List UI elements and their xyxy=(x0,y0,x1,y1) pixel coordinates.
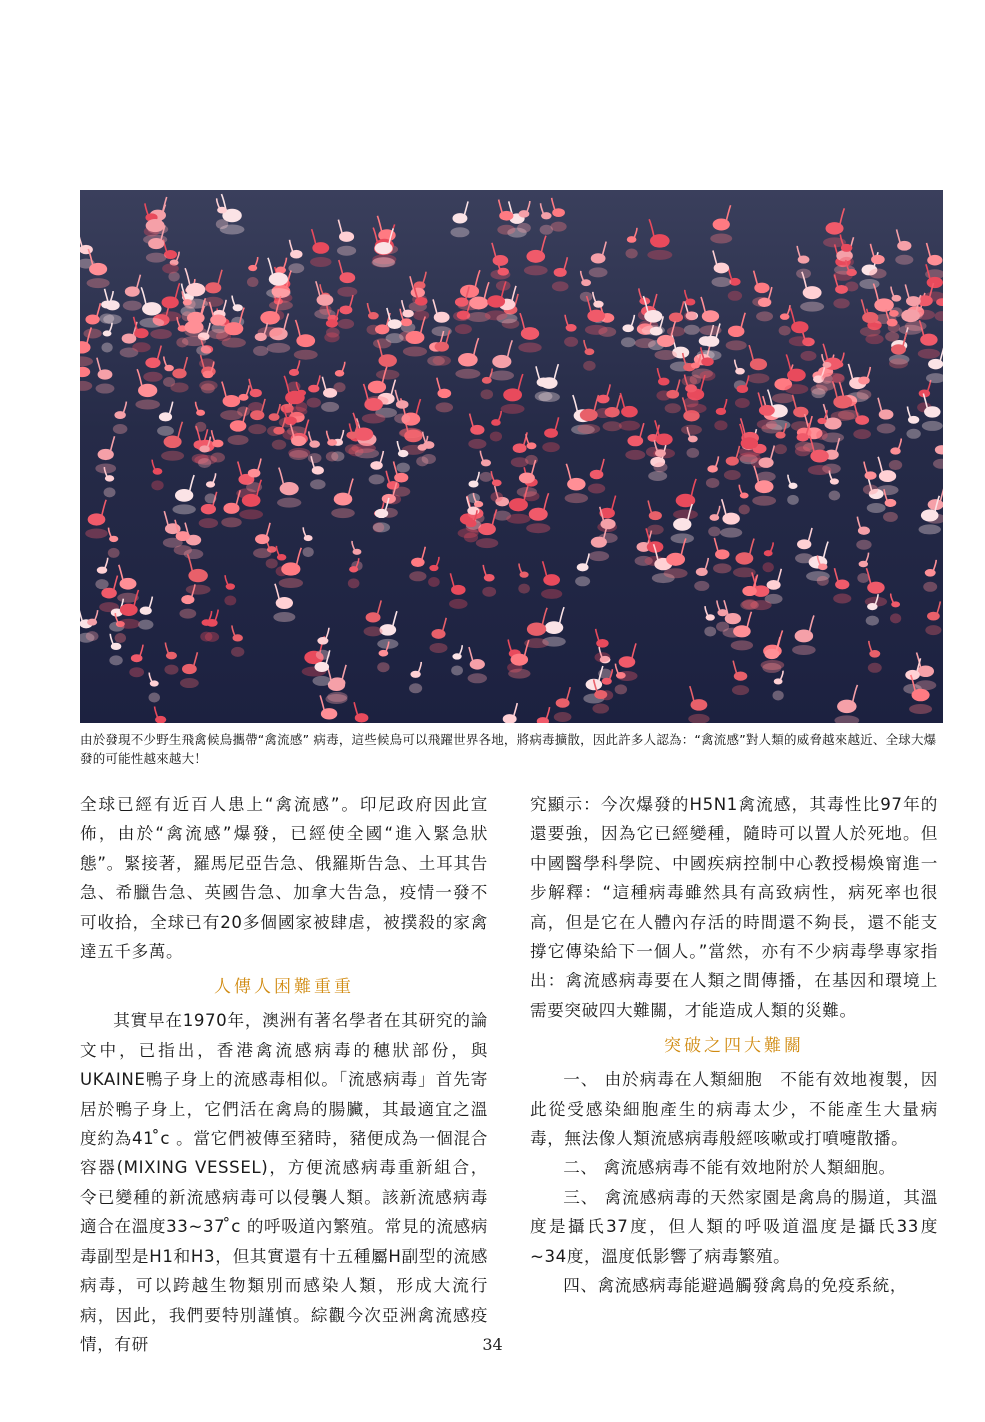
flamingo-shape xyxy=(787,475,799,505)
flamingo-shape xyxy=(429,618,447,653)
flamingo-shape xyxy=(450,201,469,237)
flamingo-shape xyxy=(673,479,698,520)
flamingo-shape xyxy=(170,357,188,392)
flamingo-shape xyxy=(829,470,840,500)
flamingo-shape xyxy=(186,554,211,594)
flamingo-shape xyxy=(890,594,901,624)
section-heading-human-transmission: 人傳人困難重重 xyxy=(214,977,354,998)
flamingo-shape xyxy=(139,287,164,327)
flamingo-shape xyxy=(714,399,727,430)
flamingo-shape xyxy=(863,462,878,495)
flamingo-shape xyxy=(713,538,731,573)
flamingo-shape xyxy=(903,658,922,694)
flamingo-shape xyxy=(728,269,742,301)
flamingo-shape xyxy=(710,205,732,243)
flamingo-shape xyxy=(735,375,750,408)
flamingo-shape xyxy=(157,402,174,436)
flamingo-shape xyxy=(877,398,896,434)
flamingo-shape xyxy=(789,308,811,346)
flamingo-shape xyxy=(889,438,902,470)
flamingo-shape xyxy=(490,340,514,380)
flamingo-shape xyxy=(154,707,168,723)
flamingo-shape xyxy=(647,219,672,260)
flamingo-shape xyxy=(699,297,721,335)
flamingo-shape xyxy=(180,652,199,688)
flamingo-shape xyxy=(922,393,943,430)
flamingo-shape xyxy=(706,456,719,488)
flamingo-shape xyxy=(588,459,605,494)
flamingo-shape xyxy=(524,236,548,276)
flamingo-shape xyxy=(667,301,685,336)
flamingo-shape xyxy=(482,565,496,597)
flamingo-shape xyxy=(823,208,846,247)
flamingo-shape xyxy=(704,606,716,636)
flamingo-shape xyxy=(205,473,217,503)
flamingo-shape xyxy=(327,665,347,702)
flamingo-shape xyxy=(485,281,508,320)
flamingo-shape xyxy=(647,500,664,534)
paragraph: 究顯示：今次爆發的H5N1禽流感，其毒性比97年的還要強，因為它已經變種，隨時可以置人於死地。但中國醫學科學院、中國疾病控制中心教授楊煥甯進一步解釋：“這種病毒雖然具有高致病性，病死率也很高，但是它在人體內存活的時間還不夠長，還不能支撐它傳染給下一個人。”當然，亦有不少病毒學專家指出：禽流感病毒要在人類之間傳播，在基因和環境上需要突破四大難關，才能造成人類的災難。 xyxy=(530,795,938,1020)
flamingo-shape xyxy=(762,637,781,673)
flamingo-shape xyxy=(915,653,936,691)
flamingo-shape xyxy=(763,542,774,572)
flamingo-shape xyxy=(625,228,637,259)
flamingo-shape xyxy=(288,240,304,273)
flamingo-shape xyxy=(792,615,816,655)
flamingo-shape xyxy=(501,703,519,723)
flamingo-shape xyxy=(491,471,503,502)
flamingo-shape xyxy=(331,479,355,519)
flamingo-shape xyxy=(164,643,178,675)
flamingo-shape xyxy=(303,527,314,557)
flamingo-shape xyxy=(595,629,611,662)
flamingo-shape xyxy=(619,393,640,431)
flamingo-shape xyxy=(174,520,192,555)
flamingo-shape xyxy=(664,538,688,578)
flamingo-shape xyxy=(564,315,578,347)
flamingo-shape xyxy=(338,295,354,329)
flamingo-shape xyxy=(449,573,468,609)
flamingo-shape xyxy=(732,661,749,696)
flamingo-shape xyxy=(800,272,824,312)
flamingo-shape xyxy=(308,431,322,463)
flamingo-shape xyxy=(575,553,590,586)
flamingo-shape xyxy=(101,323,112,353)
paragraph: 其實早在1970年，澳洲有著名學者在其研究的論文中，已指出，香港禽流感病毒的穗狀部份，與UKAINE鴨子身上的流感毒相似。「流感病毒」首先寄居於鴨子身上，它們活在禽鳥的腸臟，其最適宜之溫度約為41 ̊c 。當它們被傳至豬時，豬便成為一個混合容器(MIXING VESSEL)，方便流感病毒重新組合，令已變種的新流感病毒可以侵襲人類。該新流感病毒適合在溫度33~37 ̊c 的呼吸道內繁殖。常見的流感病毒副型是H1和H3，但其實還有十五種屬H副型的流感病毒，可以跨越生物類別而感染人類，形成大流行病，因此，我們要特別謹慎。綜觀今次亞洲禽流感疫情，有研 xyxy=(80,1011,488,1354)
flamingo-shape xyxy=(409,662,422,693)
flamingo-shape xyxy=(550,198,566,232)
flamingo-shape xyxy=(337,220,356,256)
flamingo-shape xyxy=(895,229,913,264)
flamingo-shape xyxy=(833,568,851,603)
flamingo-shape xyxy=(333,362,345,393)
flamingo-shape xyxy=(540,203,553,235)
flamingo-flock-image xyxy=(80,190,943,723)
flamingo-shape xyxy=(856,517,871,550)
flamingo-shape xyxy=(288,360,301,391)
flamingo-shape xyxy=(538,364,560,402)
flamingo-shape xyxy=(748,345,770,383)
flamingo-shape xyxy=(294,320,318,360)
flamingo-shape xyxy=(231,625,244,656)
flamingo-shape xyxy=(869,244,886,279)
list-item: 二、 禽流感病毒不能有效地附於人類細胞。 xyxy=(563,1158,896,1178)
flamingo-shape xyxy=(321,377,339,412)
paragraph: 全球已經有近百人患上“禽流感”。印尼政府因此宣佈，由於“禽流感”爆發，已經使全國“進入緊急狀態”。緊接著，羅馬尼亞告急、俄羅斯告急、土耳其告急、希臘告急、英國告急、加拿大告急，疫情一發不可收拾，全球已有20多個國家被肆虐，被撲殺的家禽達五千多萬。 xyxy=(80,795,488,962)
flamingo-shape xyxy=(83,303,101,338)
flamingo-shape xyxy=(726,313,747,351)
flamingo-shape xyxy=(923,560,937,592)
section-heading-four-barriers: 突破之四大難關 xyxy=(664,1036,804,1057)
flamingo-shape xyxy=(490,243,510,280)
flamingo-shape xyxy=(853,404,871,439)
flamingo-shape xyxy=(108,528,120,558)
flamingo-shape xyxy=(733,539,756,578)
flamingo-shape xyxy=(96,358,115,394)
flamingo-shape xyxy=(455,338,480,379)
flamingo-shape xyxy=(436,378,453,413)
flamingo-shape xyxy=(353,702,370,723)
list-item: 三、 禽流感病毒的天然家園是禽鳥的腸道，其溫度是攝氏37度，但人類的呼吸道溫度是攝氏33度~34度，溫度低影響了病毒繁殖。 xyxy=(530,1187,938,1266)
flamingo-shape xyxy=(508,640,530,679)
photo-caption: 由於發現不少野生飛禽候鳥攜帶“禽流感” 病毒，這些候鳥可以飛躍世界各地，將病毒擴散，因此許多人認為：“禽流感”對人類的威脅越來越近、全球大爆發的可能性越來越大！ xyxy=(80,732,937,766)
flamingo-shape xyxy=(589,242,608,278)
flamingo-shape xyxy=(95,436,116,473)
flamingo-shape xyxy=(208,302,229,339)
flamingo-shape xyxy=(796,246,811,279)
flamingo-shape xyxy=(642,296,665,335)
flamingo-shape xyxy=(925,601,941,635)
flamingo-shape xyxy=(621,315,635,347)
flamingo-shape xyxy=(479,451,492,482)
flamingo-shape xyxy=(87,249,110,288)
flamingo-shape xyxy=(277,468,301,508)
flamingo-shape xyxy=(554,687,572,722)
flamingo-shape xyxy=(565,464,588,503)
flamingo-shape xyxy=(247,257,259,287)
page-number: 34 xyxy=(482,1335,503,1354)
flamingo-shape xyxy=(113,402,128,434)
flamingo-shape xyxy=(253,323,268,356)
flamingo-shape xyxy=(518,313,541,352)
flamingo-shape xyxy=(314,281,335,319)
flamingo-shape xyxy=(85,500,108,539)
flamingo-shape xyxy=(773,671,784,701)
flamingo-shape xyxy=(337,260,357,297)
flamingo-shape xyxy=(779,305,791,336)
flamingo-shape xyxy=(326,431,339,462)
flamingo-shape xyxy=(221,490,241,527)
flamingo-shape xyxy=(857,553,869,583)
flamingo-shape xyxy=(739,485,750,515)
flamingo-shape xyxy=(918,320,940,358)
flamingo-shape xyxy=(95,558,108,589)
flamingo-shape xyxy=(906,406,920,438)
list-item: 四、禽流感病毒能避過觸發禽鳥的免疫系統， xyxy=(563,1276,908,1296)
flamingo-shape xyxy=(159,283,181,321)
flamingo-shape xyxy=(724,446,741,480)
flamingo-shape xyxy=(541,561,562,599)
flamingo-shape xyxy=(467,472,480,503)
flamingo-shape xyxy=(468,414,486,449)
right-column xyxy=(530,790,938,1301)
flamingo-shape xyxy=(138,597,153,630)
flamingo-shape xyxy=(224,575,236,605)
flamingo-shape xyxy=(493,486,511,521)
flamingo-shape xyxy=(834,685,859,723)
flamingo-shape xyxy=(248,379,264,412)
flamingo-shape xyxy=(867,477,886,513)
flamingo-shape xyxy=(468,647,487,683)
flamingo-shape xyxy=(253,523,271,558)
flamingo-shape xyxy=(785,354,809,394)
flamingo-shape xyxy=(933,434,943,469)
flamingo-shape xyxy=(428,557,440,587)
flamingo-shape xyxy=(195,402,206,432)
flamingo-shape xyxy=(542,417,560,452)
flamingo-shape xyxy=(708,506,720,537)
list-item: 一、 由於病毒在人類細胞 不能有效地複製，因此從受感染細胞產生的病毒太少，不能產生大量病毒，無法像人類流感病毒般經咳嗽或打噴嚏散播。 xyxy=(530,1070,938,1149)
flamingo-shape xyxy=(266,258,290,298)
flamingo-shape xyxy=(172,475,195,514)
flamingo-shape xyxy=(552,257,569,291)
flamingo-shape xyxy=(497,200,515,235)
flamingo-shape xyxy=(583,340,595,371)
flamingo-photo xyxy=(80,190,943,723)
flamingo-shape xyxy=(616,643,637,681)
flamingo-shape xyxy=(149,673,160,703)
flamingo-shape xyxy=(310,229,331,267)
flamingo-shape xyxy=(451,645,463,675)
flamingo-shape xyxy=(273,584,295,622)
flamingo-shape xyxy=(711,250,731,287)
flamingo-shape xyxy=(129,645,144,678)
flamingo-shape xyxy=(720,499,742,537)
flamingo-shape xyxy=(490,411,502,442)
flamingo-shape xyxy=(151,460,163,491)
flamingo-shape xyxy=(795,528,813,563)
flamingo-shape xyxy=(535,707,551,723)
flamingo-shape xyxy=(694,558,709,591)
flamingo-shape xyxy=(279,548,303,588)
flamingo-shape xyxy=(409,547,426,582)
flamingo-shape xyxy=(868,641,882,673)
flamingo-shape xyxy=(307,375,321,407)
flamingo-shape xyxy=(518,563,530,593)
flamingo-shape xyxy=(258,296,283,337)
flamingo-shape xyxy=(765,569,783,604)
flamingo-shape xyxy=(163,511,183,548)
flamingo-shape xyxy=(595,384,611,418)
left-column xyxy=(80,790,488,1359)
flamingo-shape xyxy=(364,600,383,636)
flamingo-shape xyxy=(123,275,142,311)
flamingo-shape xyxy=(394,390,410,424)
flamingo-shape xyxy=(740,575,758,611)
flamingo-shape xyxy=(688,686,709,723)
flamingo-shape xyxy=(373,498,390,533)
